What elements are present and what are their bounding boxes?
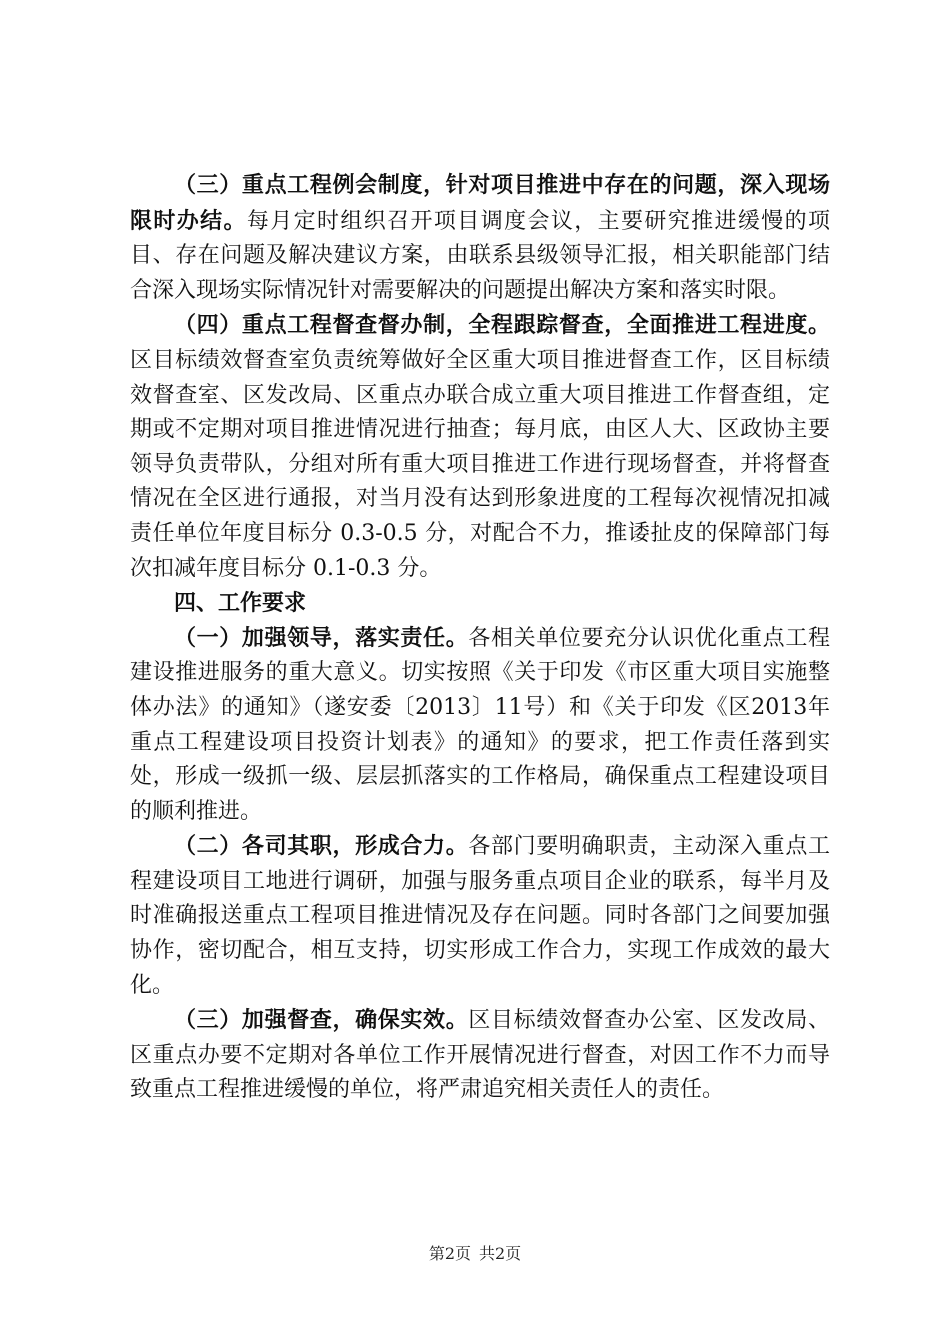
paragraph-lead: （四）重点工程督查督办制，全程跟踪督查，全面推进工程进度。 [174, 312, 830, 339]
paragraph-text: 区目标绩效督查室负责统筹做好全区重大项目推进督查工作，区目标绩效督查室、区发改局、区重点办联合成立重大项目推进工作督查组，定期或不定期对项目推进情况进行抽查；每月底，由区人大、区政协主要领导负责带队，分组对所有重大项目推进工作进行现场督查，并将督查情况在全区进行通报，对当月没有达到形象进度的工程每次视情况扣减责任单位年度目标分 0.3-0.5 分，对配合不力，推诿扯皮的保障部门每次扣减年度目标分 0.1-0.3 分。 [130, 347, 830, 581]
requirement-inspection [130, 1003, 830, 1108]
page-footer [0, 1244, 950, 1264]
requirement-text: 各相关单位要充分认识优化重点工程建设推进服务的重大意义。切实按照《关于印发《市区重大项目实施整体办法》的通知》（遂安委〔2013〕11号）和《关于印发《区2013年重点工程建设项目投资计划表》的通知》的要求，把工作责任落到实处，形成一级抓一级、层层抓落实的工作格局，确保重点工程建设项目的顺利推进。 [130, 625, 830, 824]
requirement-text: 各部门要明确职责，主动深入重点工程建设项目工地进行调研，加强与服务重点项目企业的联系，每半月及时准确报送重点工程项目推进情况及存在问题。同时各部门之间要加强协作，密切配合，相互支持，切实形成工作合力，实现工作成效的最大化。 [130, 834, 830, 998]
requirement-leadership [130, 621, 830, 830]
requirement-text: 区目标绩效督查办公室、区发改局、区重点办要不定期对各单位工作开展情况进行督查，对因工作不力而导致重点工程推进缓慢的单位，将严肃追究相关责任人的责任。 [130, 1008, 830, 1103]
page-number: 第2页 [428, 1244, 471, 1263]
section-heading-work-requirements: 四、工作要求 [174, 590, 307, 617]
requirement-lead: （二）各司其职，形成合力。 [174, 833, 469, 860]
requirement-lead: （三）加强督查，确保实效。 [174, 1007, 469, 1034]
paragraph-text: 每月定时组织召开项目调度会议，主要研究推进缓慢的项目、存在问题及解决建议方案，由联系县级领导汇报，相关职能部门结合深入现场实际情况针对需要解决的问题提出解决方案和落实时限。 [130, 208, 830, 303]
requirement-lead: （一）加强领导，落实责任。 [174, 624, 469, 651]
requirement-cooperation [130, 829, 830, 1003]
document-body [130, 168, 830, 1108]
paragraph-supervision [130, 308, 830, 586]
page-total: 共2页 [479, 1244, 522, 1263]
paragraph-lead: （三）重点工程例会制度，针对项目推进中存在的问题，深入现场限时办结。 [130, 172, 830, 234]
paragraph-regular-meeting [130, 168, 830, 308]
